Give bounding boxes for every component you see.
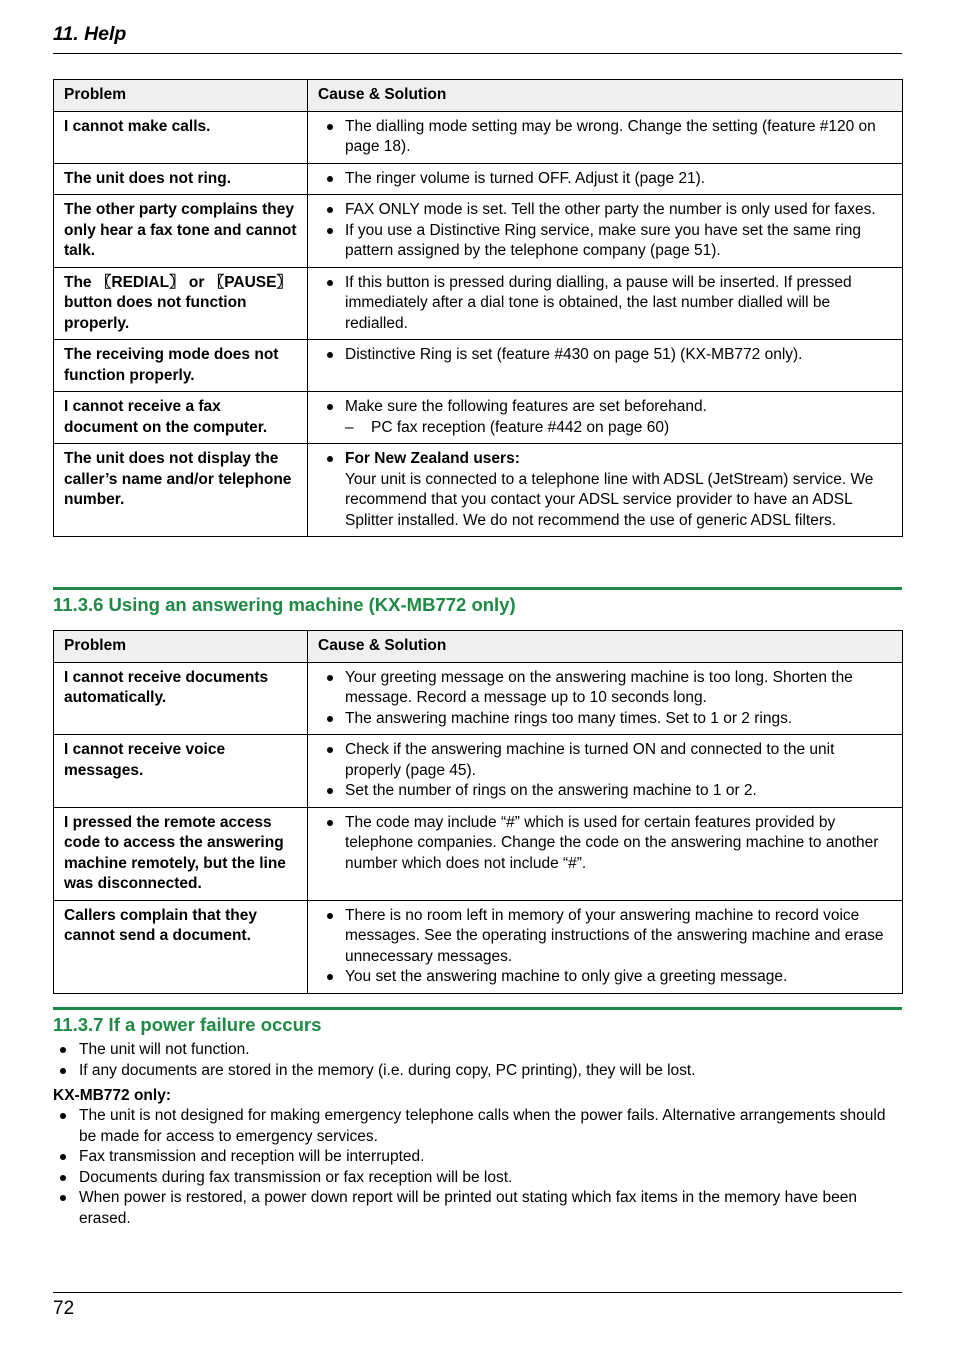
problem-cell: Callers complain that they cannot send a document. [54, 900, 308, 993]
table-row [54, 444, 903, 537]
sub-item: – PC fax reception (feature #442 on page 60) [345, 418, 670, 436]
table-row [54, 900, 903, 993]
solution-cell [308, 195, 903, 268]
solution-item: There is no room left in memory of your answering machine to record voice messages. See the operating instructions of the answering machine and erase unnecessary messages. [318, 906, 894, 968]
problem-cell: The other party complains they only hear a fax tone and cannot talk. [54, 195, 308, 268]
section-divider [53, 587, 902, 590]
solution-cell [308, 900, 903, 993]
solution-cell [308, 807, 903, 900]
column-header-cause: Cause & Solution [308, 631, 903, 663]
solution-cell [308, 444, 903, 537]
table-row [54, 111, 903, 163]
list-item: Fax transmission and reception will be interrupted. [53, 1147, 903, 1168]
solution-cell [308, 163, 903, 195]
solution-item: The answering machine rings too many times. Set to 1 or 2 rings. [318, 709, 894, 730]
solution-cell [308, 111, 903, 163]
solution-item: The code may include “#” which is used for certain features provided by telephone companies. Change the code on the answering machine to another number which does not include “#”. [318, 813, 894, 875]
section-title-power-failure: 11.3.7 If a power failure occurs [53, 1014, 322, 1035]
section-divider [53, 1007, 902, 1010]
table-row [54, 392, 903, 444]
solution-cell [308, 392, 903, 444]
table-row [54, 807, 903, 900]
problem-cell: I cannot receive voice messages. [54, 735, 308, 808]
power-failure-list [53, 1040, 913, 1081]
table-header-row [54, 80, 903, 112]
problem-cell: The 〖REDIAL〗 or 〖PAUSE〗 button does not function properly. [54, 267, 308, 340]
problem-cell: The unit does not ring. [54, 163, 308, 195]
chapter-title: 11. Help [53, 23, 127, 45]
list-item: Documents during fax transmission or fax reception will be lost. [53, 1168, 903, 1189]
list-item: If any documents are stored in the memory (i.e. during copy, PC printing), they will be lost. [53, 1061, 913, 1082]
problem-cell: I cannot make calls. [54, 111, 308, 163]
region-note-heading: For New Zealand users: [345, 450, 520, 467]
model-specific-list [53, 1106, 903, 1229]
solution-item: You set the answering machine to only give a greeting message. [318, 967, 894, 988]
table-row [54, 195, 903, 268]
solution-item: For New Zealand users: Your unit is connected to a telephone line with ADSL (JetStream) service. We recommend that you contact your ADSL service provider to have an ADSL Splitter installed. We do not recommend the use of generic ADSL filters. [318, 449, 894, 531]
troubleshooting-table-general [53, 79, 903, 537]
problem-cell: The unit does not display the caller’s name and/or telephone number. [54, 444, 308, 537]
page-number: 72 [53, 1298, 75, 1319]
problem-cell: I cannot receive a fax document on the computer. [54, 392, 308, 444]
page-footer [53, 1292, 902, 1319]
list-item: The unit will not function. [53, 1040, 913, 1061]
solution-item: FAX ONLY mode is set. Tell the other party the number is only used for faxes. [318, 200, 894, 221]
table-row [54, 340, 903, 392]
solution-item: Set the number of rings on the answering machine to 1 or 2. [318, 781, 894, 802]
troubleshooting-table-answering [53, 630, 903, 994]
table-row [54, 662, 903, 735]
column-header-problem: Problem [54, 631, 308, 663]
problem-cell: The receiving mode does not function properly. [54, 340, 308, 392]
page-header [53, 20, 902, 54]
table-row [54, 267, 903, 340]
problem-cell: I cannot receive documents automatically. [54, 662, 308, 735]
solution-item: The dialling mode setting may be wrong. Change the setting (feature #120 on page 18). [318, 117, 894, 158]
column-header-cause: Cause & Solution [308, 80, 903, 112]
section-title-answering: 11.3.6 Using an answering machine (KX-MB772 only) [53, 594, 516, 615]
solution-item: Make sure the following features are set beforehand. – PC fax reception (feature #442 on page 60) [318, 397, 894, 438]
solution-item: If you use a Distinctive Ring service, make sure you have set the same ring pattern assigned by the telephone company (page 51). [318, 221, 894, 262]
redial-key-label: 〖REDIAL〗 [95, 273, 185, 291]
model-subheading: KX-MB772 only: [53, 1087, 171, 1104]
problem-cell: I pressed the remote access code to access the answering machine remotely, but the line was disconnected. [54, 807, 308, 900]
solution-cell [308, 735, 903, 808]
solution-item: The ringer volume is turned OFF. Adjust it (page 21). [318, 169, 894, 190]
table-row [54, 163, 903, 195]
solution-item: If this button is pressed during dialling, a pause will be inserted. If pressed immediately after a dial tone is obtained, the last number dialled will be redialled. [318, 273, 894, 335]
table-header-row [54, 631, 903, 663]
list-item: When power is restored, a power down report will be printed out stating which fax items in the memory have been erased. [53, 1188, 903, 1229]
solution-item: Your greeting message on the answering machine is too long. Shorten the message. Record a message up to 10 seconds long. [318, 668, 894, 709]
pause-key-label: 〖PAUSE〗 [208, 273, 292, 291]
table-row [54, 735, 903, 808]
solution-item: Check if the answering machine is turned ON and connected to the unit properly (page 45). [318, 740, 894, 781]
list-item: The unit is not designed for making emergency telephone calls when the power fails. Alternative arrangements should be made for access to emergency services. [53, 1106, 903, 1147]
solution-item: Distinctive Ring is set (feature #430 on page 51) (KX-MB772 only). [318, 345, 894, 366]
solution-cell [308, 340, 903, 392]
solution-cell [308, 662, 903, 735]
column-header-problem: Problem [54, 80, 308, 112]
solution-cell [308, 267, 903, 340]
